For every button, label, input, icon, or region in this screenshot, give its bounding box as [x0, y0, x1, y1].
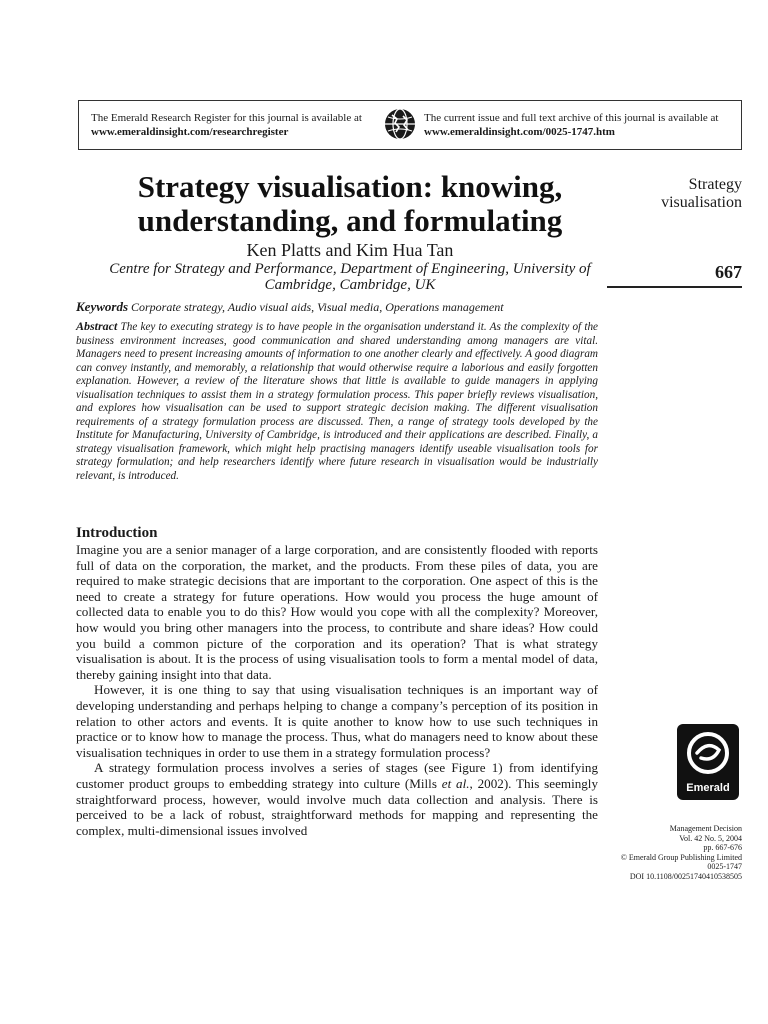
register-right-text: The current issue and full text archive of this journal is available at: [424, 112, 719, 124]
paper-title: [80, 170, 620, 238]
register-left: [91, 111, 381, 139]
paragraph-3-part-a: A strategy formulation process involves a series of stages (see Figure 1) from identifying customer product groups to embedding strategy into culture (Mills: [76, 760, 598, 791]
abstract-label: Abstract: [76, 319, 118, 333]
running-head: [620, 176, 742, 212]
globe-icon: [383, 107, 417, 141]
paragraph-1: Imagine you are a senior manager of a large corporation, and are consistently flooded with reports full of data on the corporation, the market, and the products. From these piles of data, you are required to make strategic decisions that are important to the corporation. One aspect of this is the need to create a strategy for future operations. How would you process the huge amount of collected data to enable you to do this? How would you cope with all the complexity? Moreover, how would you bring other managers into the process, to contribute and share ideas? How could you build a common picture of the corporation and its operation? That is what strategy visualisation is about. It is the process of using visualisation tools to form a mental model of data, thereby gaining insight into that data.: [76, 542, 598, 682]
paragraph-3: [76, 760, 598, 838]
journal-issn: 0025-1747: [707, 862, 742, 872]
register-right: [424, 111, 739, 139]
body-text: [76, 542, 598, 838]
affiliation: [76, 261, 624, 293]
keywords-text: Corporate strategy, Audio visual aids, Visual media, Operations management: [131, 300, 504, 314]
emerald-logo-text: Emerald: [686, 782, 730, 794]
page-number: 667: [715, 262, 742, 282]
emerald-logo: [677, 724, 739, 800]
research-register-link[interactable]: www.emeraldinsight.com/researchregister: [91, 126, 289, 138]
running-head-line-2: visualisation: [661, 194, 742, 211]
running-head-line-1: Strategy: [688, 176, 742, 193]
journal-volume: Vol. 42 No. 5, 2004: [679, 833, 742, 843]
keywords-label: Keywords: [76, 299, 128, 314]
page-number-rule: [607, 286, 742, 288]
journal-copyright: © Emerald Group Publishing Limited: [620, 852, 742, 862]
journal-doi: DOI 10.1108/00251740410538505: [629, 871, 742, 881]
paragraph-3-part-b: , 2002). This seemingly straightforward process, however, would involve much data collection and analysis. There is perceived to be a lack of robust, straightforward methods for mapping and representing the complex, multi-dimensional issues involved: [76, 775, 598, 838]
emerald-swirl-icon: [677, 726, 739, 782]
keywords: [76, 300, 606, 314]
journal-name: Management Decision: [669, 824, 742, 833]
paragraph-2: However, it is one thing to say that using visualisation techniques is an important way of developing understanding and perhaps helping to change a company’s perception of its position in relation to other actors and events. It is quite another to know how to use such techniques in practice or to know how to manage the process. Thus, what do managers need to know about these visualisation techniques in order to use them in a strategy formulation process?: [76, 682, 598, 760]
affiliation-line-1: Centre for Strategy and Performance, Department of Engineering, University of: [109, 261, 591, 277]
section-heading-introduction: Introduction: [76, 525, 158, 541]
journal-pages: pp. 667-676: [703, 843, 742, 853]
title-line-1: Strategy visualisation: knowing,: [137, 169, 563, 204]
abstract-text: The key to executing strategy is to have people in the organisation understand it. As the complexity of the business environment increases, good communication and shared understanding among managers are vital. Managers need to present increasing amounts of information to one another clearly and effectively. A good diagram can convey instantly, and memorably, a relationship that would otherwise require a laborious and easily forgotten explanation. However, a review of the literature shows that little is available to guide managers in applying visualisation techniques to assist them in a strategy formulation process. This paper briefly reviews visualisation, and explores how visualisation can be used to support strategic decision making. The different visualisation requirements of a strategy formulation process are discussed. Then, a range of strategy tools developed by the Institute for Manufacturing, University of Cambridge, is introduced and their applications are described. Finally, a strategy visualisation framework, which might help practising managers identify useable visualisation tools for strategy formulation; and help researchers identify where future research in visualisation would be industrially relevant, is introduced.: [76, 321, 599, 482]
paragraph-3-etal: et al.: [441, 775, 470, 791]
register-left-text: The Emerald Research Register for this journal is available at: [91, 112, 362, 124]
authors: Ken Platts and Kim Hua Tan: [246, 240, 454, 260]
journal-info: [600, 824, 742, 882]
journal-archive-link[interactable]: www.emeraldinsight.com/0025-1747.htm: [424, 126, 615, 138]
affiliation-line-2: Cambridge, Cambridge, UK: [264, 277, 436, 293]
abstract: [76, 320, 598, 483]
register-box: [78, 100, 742, 150]
title-line-2: understanding, and formulating: [137, 203, 563, 238]
